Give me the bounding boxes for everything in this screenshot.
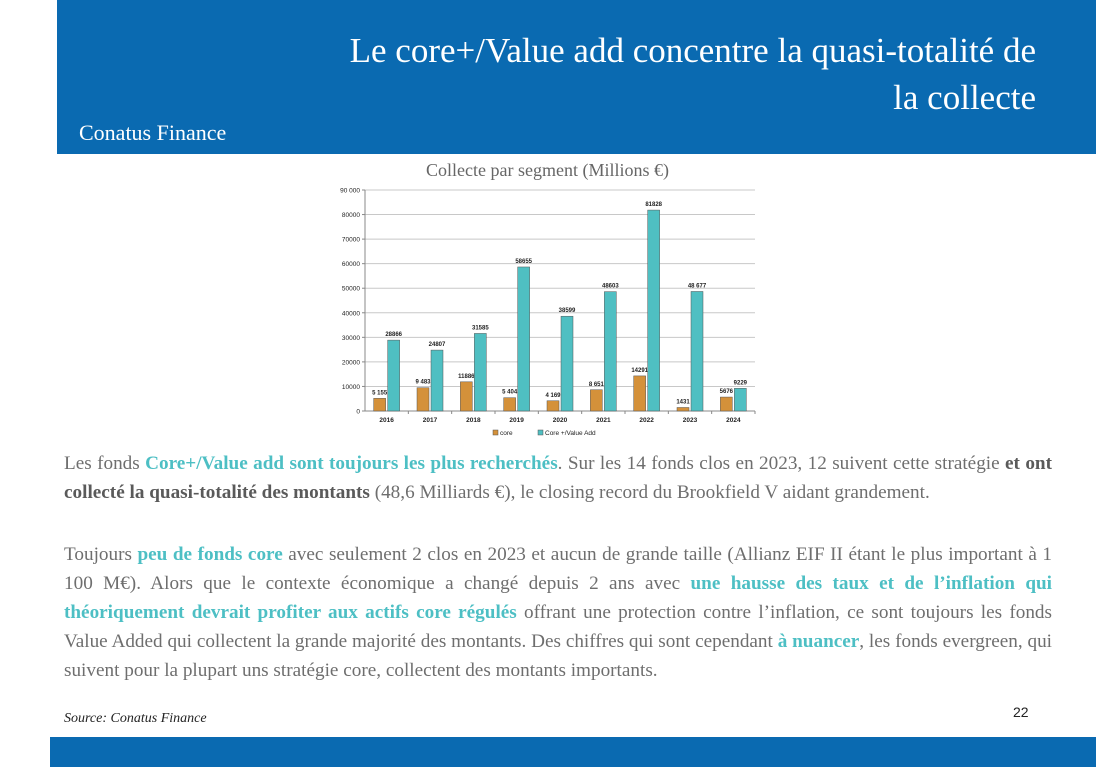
data-label: 38599 <box>558 308 576 315</box>
p1-highlight-1: Core+/Value add sont toujours les plus recherchés <box>145 453 558 474</box>
data-label: 48603 <box>601 283 619 290</box>
bar-value-add-2018 <box>474 333 486 411</box>
p1-text-1: Les fonds <box>64 453 146 474</box>
y-tick-label: 90 000 <box>340 187 360 195</box>
paragraph-1 <box>64 449 1052 507</box>
y-tick-label: 50000 <box>341 285 360 293</box>
data-label: 11886 <box>458 373 475 380</box>
source-note: Source: Conatus Finance <box>64 711 207 726</box>
legend-label-core: core <box>500 430 513 437</box>
bar-core-2018 <box>460 382 472 411</box>
data-label: 9 483 <box>415 379 431 386</box>
bar-core-2022 <box>634 376 646 411</box>
x-tick-label: 2017 <box>422 417 438 424</box>
page-title: Le core+/Value add concentre la quasi-totalité de la collecte <box>349 31 1036 117</box>
p2-highlight-1: peu de fonds core <box>137 544 283 565</box>
bar-core-2016 <box>374 398 386 411</box>
page-number: 22 <box>1013 704 1029 720</box>
p2-text-3: offrant une protection contre l’inflation, ce sont toujours les fonds Value Added qui collectent la grande majorité des montants. Des chiffres qui sont cependant <box>64 602 1052 652</box>
y-tick-label: 60000 <box>341 261 360 269</box>
bar-value-add-2020 <box>561 316 573 411</box>
p2-text-1: Toujours <box>64 544 138 565</box>
bar-value-add-2019 <box>518 267 530 411</box>
data-label: 8 651 <box>588 381 604 388</box>
x-tick-label: 2024 <box>726 417 741 424</box>
p2-text-4: , les fonds evergreen, qui suivent pour la plupart uns stratégie core, collectent des montants importants. <box>64 631 1052 681</box>
x-tick-label: 2022 <box>639 417 654 424</box>
brand-name: Conatus Finance <box>79 120 227 145</box>
bar-value-add-2017 <box>431 350 443 411</box>
y-tick-label: 20000 <box>341 359 360 367</box>
data-label: 48 677 <box>687 283 707 290</box>
y-tick-label: 10000 <box>341 383 360 391</box>
y-tick-label: 80000 <box>341 212 360 220</box>
data-label: 58655 <box>515 258 533 265</box>
bar-value-add-2016 <box>388 340 400 411</box>
bar-core-2024 <box>720 397 732 411</box>
bar-core-2020 <box>547 401 559 411</box>
data-label: 4 169 <box>545 392 561 399</box>
p2-highlight-3: à nuancer <box>777 631 860 652</box>
data-label: 14291 <box>631 367 649 374</box>
data-label: 5 404 <box>502 389 518 396</box>
bar-value-add-2024 <box>734 388 746 411</box>
bar-core-2017 <box>417 388 429 411</box>
legend-swatch-value-add <box>538 430 543 435</box>
x-tick-label: 2021 <box>596 417 611 424</box>
y-tick-label: 30000 <box>341 334 360 342</box>
footer-bar <box>50 737 1096 767</box>
bar-value-add-2021 <box>604 292 616 411</box>
data-label: 9229 <box>733 380 748 387</box>
data-label: 28866 <box>385 332 403 339</box>
legend-label-value-add: Core +/Value Add <box>545 430 596 437</box>
bar-core-2023 <box>677 407 689 411</box>
bar-chart <box>330 183 760 443</box>
p2-highlight-2: une hausse des taux et de l’inflation qui théoriquement devrait profiter aux actifs core régulés <box>64 573 1053 623</box>
p1-text-3: (48,6 Milliards €), le closing record du Brookfield V aidant grandement. <box>369 482 930 503</box>
y-tick-label: 0 <box>356 408 360 416</box>
bar-value-add-2023 <box>691 291 703 411</box>
data-label: 31585 <box>471 325 489 332</box>
bar-value-add-2022 <box>648 210 660 411</box>
bar-core-2019 <box>504 398 516 411</box>
x-tick-label: 2018 <box>466 417 481 424</box>
paragraph-2 <box>64 540 1052 685</box>
data-label: 5 155 <box>372 390 388 397</box>
x-tick-label: 2016 <box>379 417 394 424</box>
y-tick-label: 70000 <box>341 236 360 244</box>
x-tick-label: 2019 <box>509 417 524 424</box>
bar-core-2021 <box>590 390 602 411</box>
data-label: 5676 <box>719 389 734 396</box>
y-tick-label: 40000 <box>341 310 360 318</box>
data-label: 24807 <box>428 342 446 349</box>
header-banner <box>57 0 1096 154</box>
p1-text-2: . Sur les 14 fonds clos en 2023, 12 suivent cette stratégie <box>557 453 1006 474</box>
chart-title: Collecte par segment (Millions €) <box>426 160 669 180</box>
x-tick-label: 2020 <box>552 417 568 424</box>
data-label: 1431 <box>676 399 690 406</box>
legend-swatch-core <box>493 430 498 435</box>
p1-bold-1: et ont collecté la quasi-totalité des montants <box>64 453 1052 503</box>
p2-text-2: avec seulement 2 clos en 2023 et aucun de grande taille (Allianz EIF II étant le plus important à 1 100 M€). Alors que le contexte économique a changé depuis 2 ans avec <box>64 544 1052 594</box>
data-label: 81828 <box>645 202 663 209</box>
x-tick-label: 2023 <box>682 417 698 424</box>
